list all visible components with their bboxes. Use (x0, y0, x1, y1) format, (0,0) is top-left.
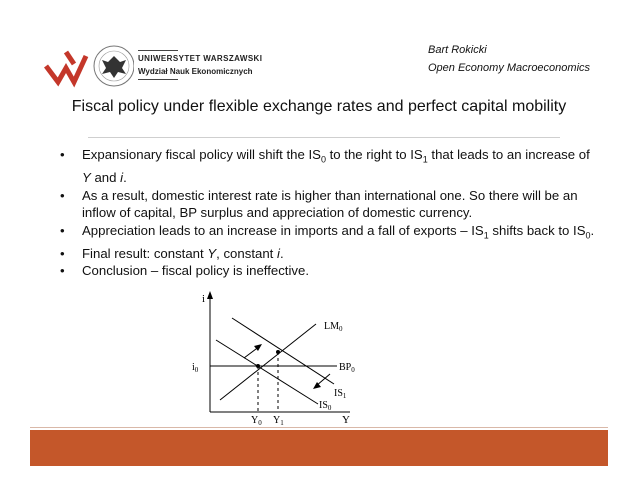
logo-rule-bottom (138, 79, 178, 80)
bullet-text-part: . (279, 245, 284, 261)
bullet-item (58, 262, 598, 280)
lm0-label: $LM_0$ (324, 321, 343, 333)
bullet-text-part: that leads to an increase of (427, 147, 590, 162)
bullet-text-part: shifts back to IS (488, 222, 586, 238)
lm0-curve (220, 324, 316, 400)
author-name: Bart Rokicki (428, 44, 487, 56)
bullet-text-part: i (120, 170, 124, 186)
bullet-text-part: Appreciation leads to an increase in imports and a fall of exports – IS (82, 222, 484, 238)
footer-band (30, 430, 608, 466)
equilibrium-point-1 (276, 350, 280, 354)
bullet-item (58, 245, 598, 263)
bullet-item (58, 222, 598, 245)
y0-label: $Y_0$ (251, 415, 262, 427)
i0-label: $i_0$ (192, 362, 199, 374)
bp0-label: $BP_0$ (339, 362, 355, 374)
faculty-name: Wydział Nauk Ekonomicznych (138, 67, 253, 76)
bullet-text-part: , constant (216, 245, 277, 261)
bullet-text-part: to the right to IS (325, 147, 423, 162)
bullet-text-part: Y (207, 245, 217, 261)
bullet-text-part: As a result, domestic interest rate is higher than international one. So there will be an inflow of capital, BP surplus and appreciation of domestic currency. (82, 187, 578, 221)
bullet-text-part: . (590, 222, 595, 238)
is0-label: $IS_0$ (319, 400, 332, 412)
bullet-text-part: 1 (422, 154, 428, 165)
bullet-text-part: 0 (320, 154, 326, 165)
bullet-item (58, 146, 598, 187)
y1-label: $Y_1$ (273, 415, 284, 427)
is1-label: $IS_1$ (334, 388, 347, 400)
bullet-text-part: and (90, 170, 121, 186)
bullet-text-part: . (123, 170, 127, 186)
bullet-list (58, 146, 598, 280)
logo-rule-top (138, 50, 178, 51)
bullet-text-part: Y (82, 170, 91, 186)
is1-curve (232, 318, 334, 384)
bullet-text-part: i (277, 245, 280, 261)
bullet-text-part: 0 (585, 230, 591, 241)
title-divider (88, 137, 560, 138)
bullet-text-part: Final result: constant (82, 245, 208, 261)
bullet-text-part: 1 (483, 230, 489, 241)
x-axis-label: Y (342, 414, 350, 426)
university-logo-icon (44, 42, 134, 90)
y-axis-label: i (202, 293, 206, 305)
y-axis-arrow (207, 291, 213, 299)
bullet-item (58, 187, 598, 222)
is0-curve (216, 340, 318, 404)
equilibrium-point-0 (256, 364, 260, 368)
course-name: Open Economy Macroeconomics (428, 62, 591, 74)
bullet-text-part: Expansionary fiscal policy will shift the IS (82, 147, 321, 162)
bullet-text-part: Conclusion – fiscal policy is ineffective. (82, 263, 309, 279)
university-name: UNIWERSYTET WARSZAWSKI (138, 54, 263, 63)
is-lm-bp-diagram (190, 288, 380, 428)
footer-rule (30, 427, 608, 428)
slide-title: Fiscal policy under flexible exchange rates and perfect capital mobility (71, 98, 567, 115)
